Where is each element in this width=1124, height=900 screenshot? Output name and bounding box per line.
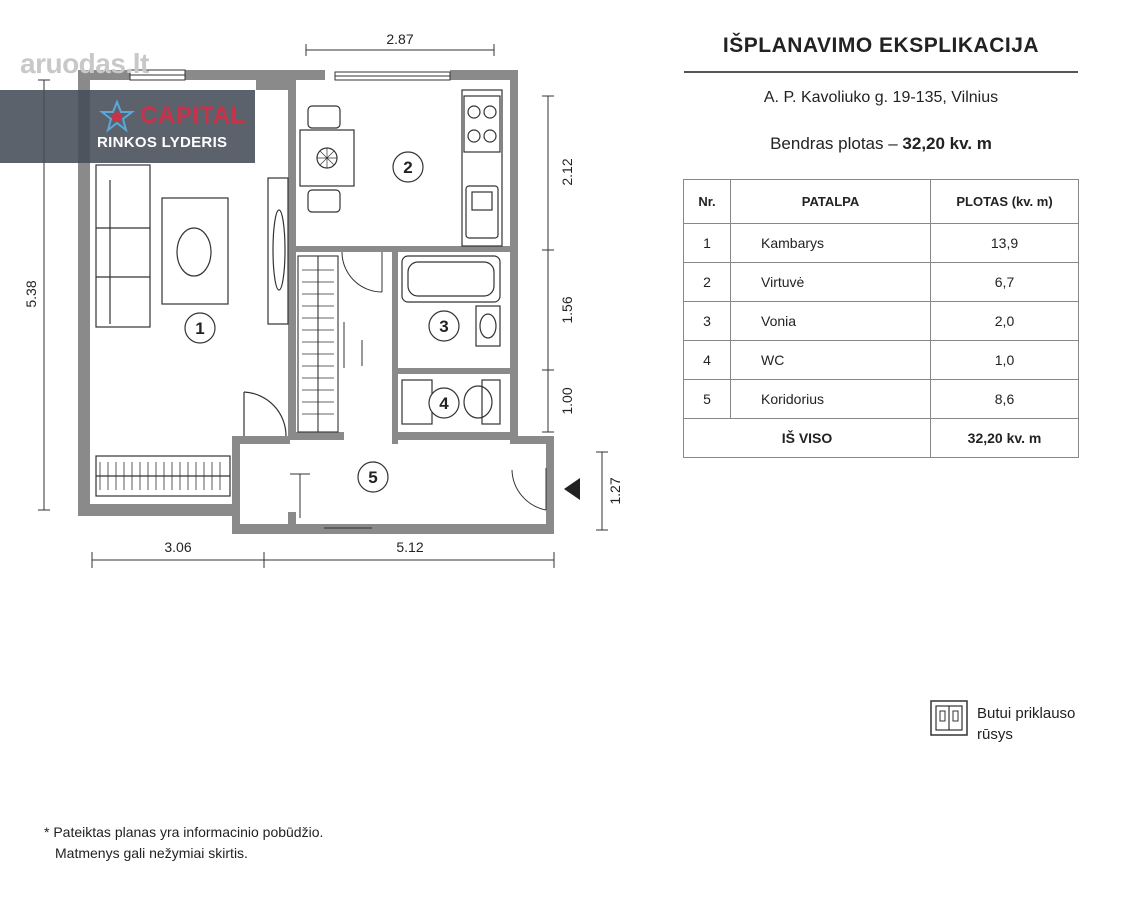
room-marker-4: 4 (439, 394, 449, 413)
dimension-right-corridor: 1.27 (607, 477, 623, 505)
row-nr: 3 (684, 302, 731, 341)
storage-cabinet-icon (930, 700, 968, 736)
total-row-value: 32,20 kv. m (931, 419, 1079, 458)
total-area-label: Bendras plotas – (770, 134, 898, 153)
table-row (684, 224, 1079, 263)
storage-line-1: Butui priklauso (977, 705, 1076, 722)
dimension-bottom-right: 5.12 (396, 539, 424, 555)
dimension-right-kitchen: 2.12 (559, 158, 575, 186)
table-total-row (684, 419, 1079, 458)
room-marker-1: 1 (195, 319, 205, 338)
column-header-area: PLOTAS (kv. m) (931, 180, 1079, 224)
interior-walls (232, 80, 510, 526)
total-row-label: IŠ VISO (684, 419, 931, 458)
table-row (684, 380, 1079, 419)
dimension-top: 2.87 (386, 31, 414, 47)
footnote-line-2: Matmenys gali nežymiai skirtis. (55, 845, 248, 861)
row-area: 8,6 (931, 380, 1079, 419)
storage-line-2: rūsys (977, 726, 1013, 743)
entrance-arrow (564, 478, 580, 500)
row-room-name: Virtuvė (731, 263, 931, 302)
row-nr: 2 (684, 263, 731, 302)
brand-watermark (0, 90, 255, 163)
total-area-value: 32,20 kv. m (902, 134, 992, 153)
row-area: 2,0 (931, 302, 1079, 341)
column-header-nr: Nr. (684, 180, 731, 224)
room-markers (185, 152, 459, 492)
property-address: A. P. Kavoliuko g. 19-135, Vilnius (763, 89, 999, 106)
row-room-name: Koridorius (731, 380, 931, 419)
site-watermark: aruodas.lt (20, 48, 149, 79)
table-row (684, 302, 1079, 341)
table-row (684, 263, 1079, 302)
footnote-line-1: * Pateiktas planas yra informacinio pobūdžio. (44, 824, 324, 840)
title-divider (684, 71, 1078, 73)
room-marker-3: 3 (439, 317, 449, 336)
disclaimer-footnote (44, 822, 323, 864)
dimension-right-bath: 1.56 (559, 296, 575, 324)
dimension-bottom-left: 3.06 (164, 539, 192, 555)
row-area: 13,9 (931, 224, 1079, 263)
table-header-row (684, 180, 1079, 224)
room-marker-2: 2 (403, 158, 413, 177)
row-nr: 1 (684, 224, 731, 263)
dimension-left: 5.38 (23, 280, 39, 308)
column-header-room: PATALPA (731, 180, 931, 224)
corridor-wardrobe (298, 256, 338, 432)
row-room-name: Vonia (731, 302, 931, 341)
brand-logo-icon (97, 98, 137, 136)
room-marker-5: 5 (368, 468, 378, 487)
brand-logo-text: CAPITAL (140, 102, 246, 129)
total-area-line (684, 134, 1078, 154)
table-row (684, 341, 1079, 380)
page-title: IŠPLANAVIMO EKSPLIKACIJA (722, 34, 1040, 57)
brand-slogan: RINKOS LYDERIS (97, 134, 228, 151)
row-room-name: WC (731, 341, 931, 380)
row-area: 6,7 (931, 263, 1079, 302)
room-explication-table (683, 179, 1079, 458)
dimension-right-wc: 1.00 (559, 387, 575, 415)
row-nr: 5 (684, 380, 731, 419)
row-area: 1,0 (931, 341, 1079, 380)
storage-text (977, 703, 1117, 745)
row-nr: 4 (684, 341, 731, 380)
row-room-name: Kambarys (731, 224, 931, 263)
